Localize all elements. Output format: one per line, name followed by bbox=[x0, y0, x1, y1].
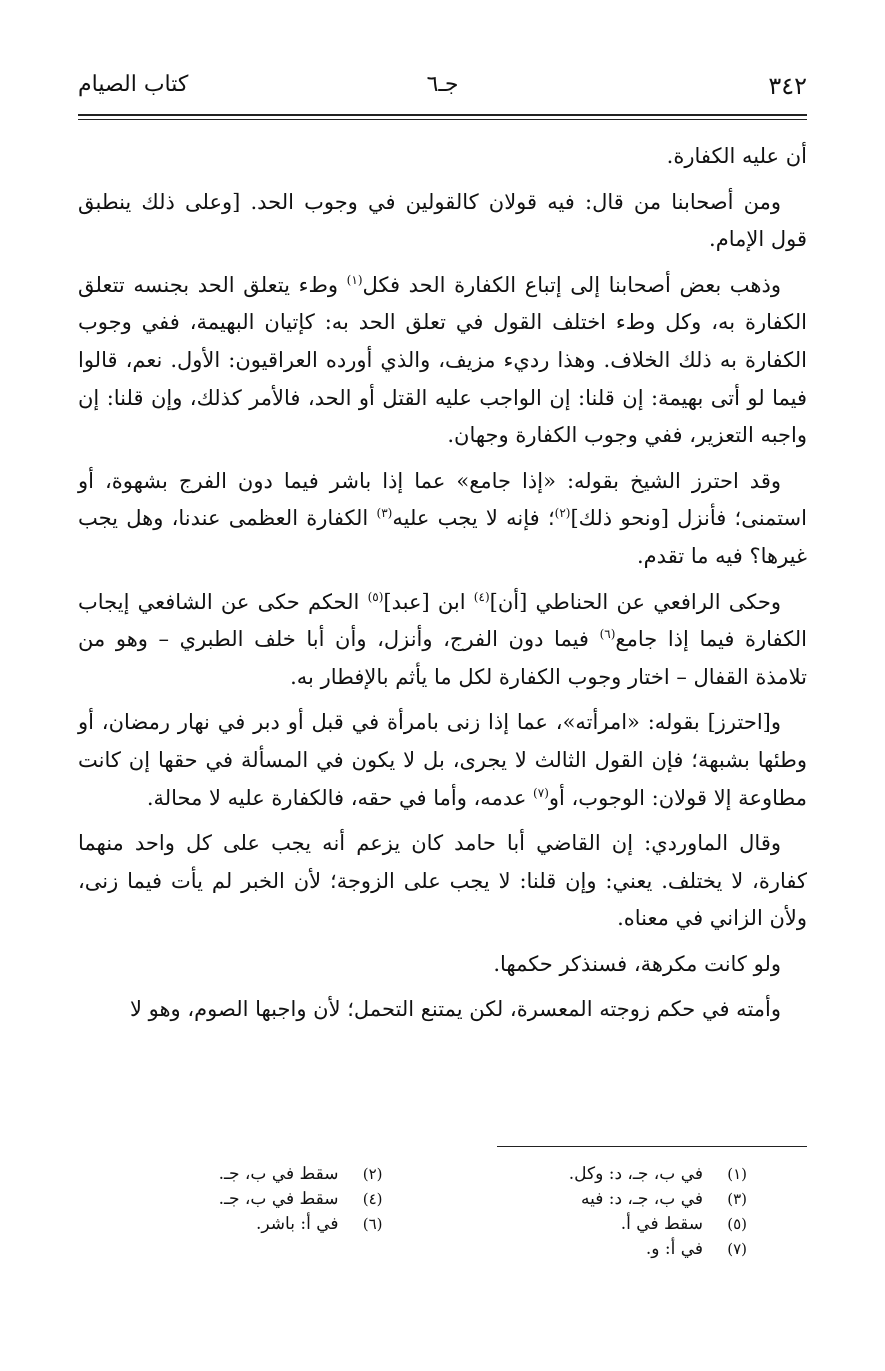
footnote-number: (٥) bbox=[727, 1215, 747, 1233]
paragraph bbox=[78, 138, 807, 176]
paragraph bbox=[78, 825, 807, 938]
text-segment: ابن [عبد] bbox=[383, 589, 474, 614]
footnote-item bbox=[443, 1237, 808, 1262]
paragraph bbox=[78, 584, 807, 697]
footnote-separator bbox=[497, 1146, 807, 1147]
text-segment: الحكم حكى عن الشافعي إيجاب الكفارة فيما إذا جامع bbox=[78, 589, 808, 652]
paragraph bbox=[78, 704, 807, 817]
footnote-ref: (١) bbox=[346, 272, 363, 287]
footnote-item bbox=[78, 1212, 443, 1237]
paragraph bbox=[78, 184, 807, 259]
footnote-row bbox=[78, 1237, 807, 1262]
footnote-number: (٤) bbox=[362, 1190, 383, 1208]
text-segment: ومن أصحابنا من قال: فيه قولان كالقولين في وجوب الحد. [وعلى ذلك ينطبق قول الإمام. bbox=[78, 189, 807, 252]
text-segment: و[احترز] بقوله: «امرأته»، عما إذا زنى بامرأة في قبل أو دبر في نهار رمضان، أو وطئها بشبهة؛ فإن القول الثالث لا يجرى، بل لا يكون في المسألة في حقها إن كانت مطاوعة إلا قولان: الوجوب، أو bbox=[78, 710, 807, 810]
paragraph bbox=[78, 463, 807, 576]
footnote-text: سقط في ب، جـ. bbox=[218, 1189, 339, 1209]
footnote-row bbox=[78, 1187, 807, 1212]
footnote-text: في ب، جـ، د: وكل. bbox=[568, 1164, 703, 1184]
text-segment: وطء يتعلق الحد بجنسه تتعلق الكفارة به، وكل وطء اختلف القول في تعلق الحد به: كإتيان البهيمة، ففي وجوب الكفارة به ذلك الخلاف. وهذا رديء مزيف، والذي أورده العراقيون: الأول. نعم، قالوا فيما لو أتى بهيمة: إن قلنا: إن الواجب عليه القتل أو الحد، فالأمر كذلك، وإن قلنا: إن واجبه التعزير، ففي وجوب الكفارة وجهان. bbox=[78, 272, 807, 448]
text-segment: ولو كانت مكرهة، فسنذكر حكمها. bbox=[493, 951, 781, 976]
main-text bbox=[78, 138, 807, 1037]
text-segment: ؛ فإنه لا يجب عليه bbox=[392, 506, 555, 531]
text-segment: وقد احترز الشيخ بقوله: «إذا جامع» عما إذا باشر فيما دون الفرج بشهوة، أو استمنى؛ فأنزل [ونحو ذلك] bbox=[78, 468, 807, 531]
book-title: كتاب الصيام bbox=[78, 72, 189, 97]
volume-label: جـ٦ bbox=[426, 72, 459, 97]
header-rule bbox=[78, 114, 807, 116]
page-number: ٣٤٢ bbox=[768, 72, 807, 100]
footnote-number: (٧) bbox=[727, 1240, 747, 1258]
footnote-text: في ب، جـ، د: فيه bbox=[580, 1189, 703, 1209]
paragraph bbox=[78, 991, 807, 1029]
footnote-text: سقط في ب، جـ. bbox=[218, 1164, 339, 1184]
footnote-item bbox=[443, 1162, 808, 1187]
text-segment: أن عليه الكفارة. bbox=[666, 144, 807, 168]
footnote-item bbox=[443, 1212, 808, 1237]
text-segment: وقال الماوردي: إن القاضي أبا حامد كان يزعم أنه يجب على كل واحد منهما كفارة، لا يختلف. يعني: وإن قلنا: لا يجب على الزوجة؛ لأن الخبر لم يأت فيما زنى، ولأن الزاني في معناه. bbox=[78, 831, 807, 931]
footnote-ref: (٦) bbox=[599, 627, 616, 642]
header-rule-thin bbox=[78, 119, 807, 120]
footnote-row bbox=[78, 1212, 807, 1237]
footnote-number: (٦) bbox=[362, 1215, 383, 1233]
footnote-ref: (٧) bbox=[533, 785, 549, 800]
text-segment: وذهب بعض أصحابنا إلى إتباع الكفارة الحد فكل bbox=[362, 272, 781, 297]
footnote-ref: (٣) bbox=[376, 506, 393, 521]
footnote-number: (٣) bbox=[727, 1190, 747, 1208]
paragraph bbox=[78, 946, 807, 984]
text-segment: فيما دون الفرج، وأنزل، وأن أبا خلف الطبري – وهو من تلامذة القفال – اختار وجوب الكفارة لكل ما يأثم بالإفطار به. bbox=[78, 627, 807, 689]
footnote-item bbox=[78, 1187, 443, 1212]
footnote-number: (١) bbox=[727, 1165, 747, 1183]
footnote-ref: (٥) bbox=[367, 589, 384, 604]
footnote-item bbox=[78, 1237, 443, 1262]
paragraph bbox=[78, 267, 807, 455]
footnote-number: (٢) bbox=[362, 1165, 383, 1183]
text-segment: الكفارة العظمى عندنا، وهل يجب غيرها؟ فيه ما تقدم. bbox=[78, 506, 807, 568]
text-segment: وأمته في حكم زوجته المعسرة، لكن يمتنع التحمل؛ لأن واجبها الصوم، وهو لا bbox=[129, 997, 781, 1022]
footnote-row bbox=[78, 1162, 807, 1187]
footnote-text: في أ: و. bbox=[645, 1239, 703, 1259]
footnote-ref: (٤) bbox=[473, 589, 490, 604]
text-segment: عدمه، وأما في حقه، فالكفارة عليه لا محالة. bbox=[146, 785, 534, 810]
running-header bbox=[78, 72, 807, 108]
footnote-ref: (٢) bbox=[554, 506, 571, 521]
text-segment: وحكى الرافعي عن الحناطي [أن] bbox=[489, 589, 781, 614]
footnote-text: في أ: باشر. bbox=[256, 1214, 339, 1234]
footnotes bbox=[78, 1162, 807, 1262]
footnote-item bbox=[78, 1162, 443, 1187]
footnote-text: سقط في أ. bbox=[620, 1214, 703, 1234]
footnote-item bbox=[443, 1187, 808, 1212]
